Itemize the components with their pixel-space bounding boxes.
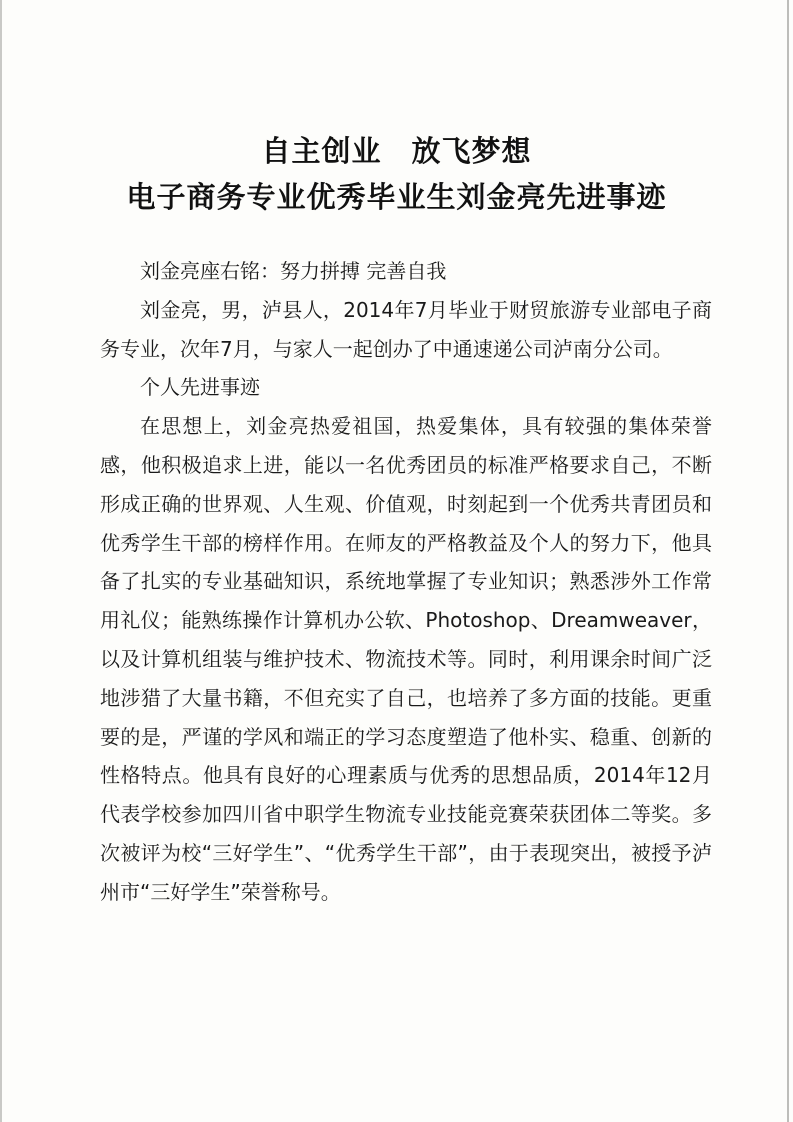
achievements-paragraph: 在思想上，刘金亮热爱祖国，热爱集体，具有较强的集体荣誉感，他积极追求上进，能以一名优秀团员的标准严格要求自己，不断形成正确的世界观、人生观、价值观，时刻起到一个优秀共青团员和优秀学生干部的榜样作用。在师友的严格教益及个人的努力下，他具备了扎实的专业基础知识，系统地掌握了专业知识；熟悉涉外工作常用礼仪；能熟练操作计算机办公软、Photoshop、Dreamweaver，以及计算机组装与维护技术、物流技术等。同时，利用课余时间广泛地涉猎了大量书籍，不但充实了自己，也培养了多方面的技能。更重要的是，严谨的学风和端正的学习态度塑造了他朴实、稳重、创新的性格特点。他具有良好的心理素质与优秀的思想品质，2014年12月代表学校参加四川省中职学生物流专业技能竞赛荣获团体二等奖。多次被评为校“三好学生”、“优秀学生干部”，由于表现突出，被授予泸州市“三好学生”荣誉称号。 [100,414,712,904]
intro-paragraph: 刘金亮，男，泸县人，2014年7月毕业于财贸旅游专业部电子商务专业，次年7月，与家人一起创办了中通速递公司泸南分公司。 [100,297,712,361]
title-line-1: 自主创业 放飞梦想 [261,134,532,168]
section-heading: 个人先进事迹 [140,375,260,400]
title-block [0,128,793,220]
title-line-2: 电子商务专业优秀毕业生刘金亮先进事迹 [126,180,667,214]
motto-paragraph: 刘金亮座右铭：努力拼搏 完善自我 [140,259,447,283]
body-text [100,252,712,912]
